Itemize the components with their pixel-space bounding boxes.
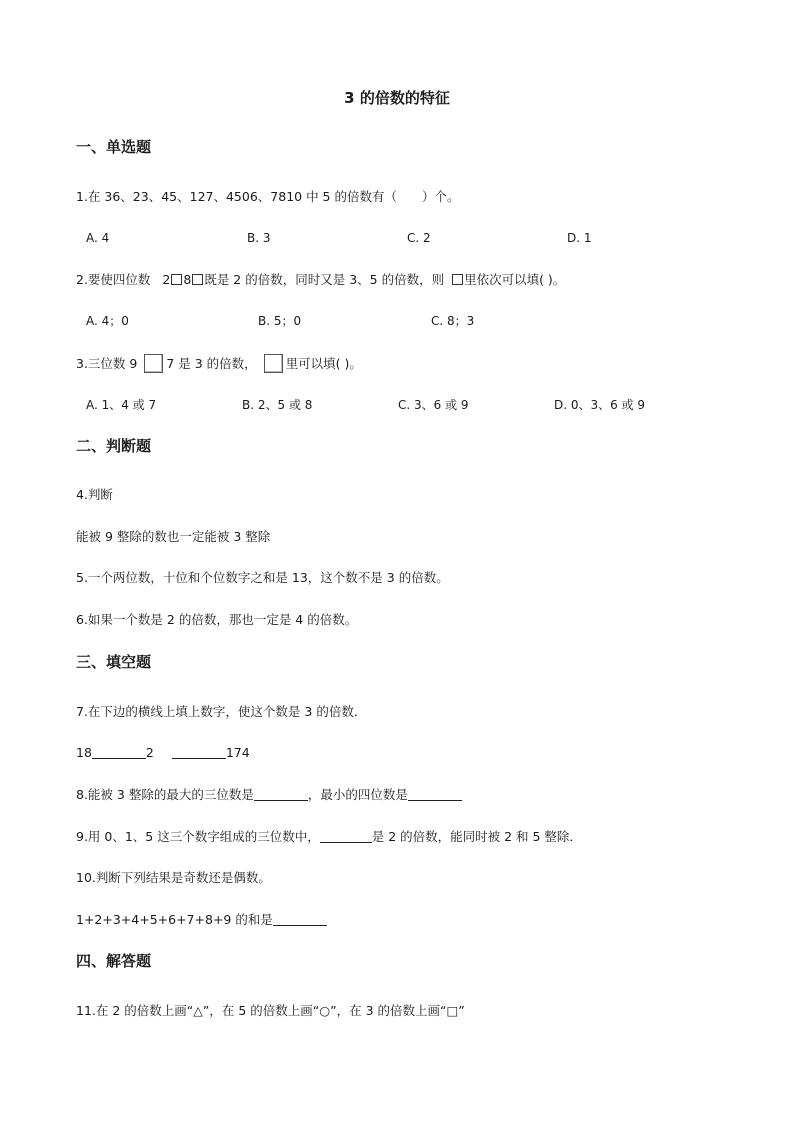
q3-option-c[interactable]: C. 3、6 或 9 [398,398,469,412]
q10-expr: 1+2+3+4+5+6+7+8+9 的和是 [76,912,273,927]
q9-prefix: 9.用 0、1、5 这三个数字组成的三位数中， [76,829,320,844]
question-4-text: 4.判断 [76,487,113,502]
question-10-expression [76,911,327,929]
q10-blank[interactable] [273,912,327,926]
q2-blank-box-ref [452,274,463,285]
q7-a-suffix: 2 [145,745,154,760]
q7-a-prefix: 18 [76,745,92,760]
q3-middle: 7 是 3 的倍数， [166,356,257,371]
question-6-text: 6.如果一个数是 2 的倍数，那也一定是 4 的倍数。 [76,612,358,627]
q3-prefix: 3.三位数 9 [76,356,138,371]
question-3-text [76,354,362,373]
q2-middle: 既是 2 的倍数，同时又是 3、5 的倍数，则 [204,272,445,287]
question-9-text [76,828,582,846]
question-8-text [76,786,462,804]
question-7-blanks [76,744,250,762]
q8-part1: 8.能被 3 整除的最大的三位数是 [76,787,254,802]
q8-part2: ，最小的四位数是 [307,787,408,802]
q3-option-d[interactable]: D. 0、3、6 或 9 [554,398,646,412]
question-2-text [76,271,565,289]
q1-option-a[interactable]: A. 4 [86,231,110,245]
q9-blank[interactable] [320,829,372,843]
q3-option-b[interactable]: B. 2、5 或 8 [242,398,313,412]
page-title: 3 的倍数的特征 [344,89,450,107]
question-4-statement: 能被 9 整除的数也一定能被 3 整除 [76,529,271,544]
q1-option-d[interactable]: D. 1 [567,231,592,245]
q1-option-c[interactable]: C. 2 [407,231,431,245]
q7-blank-a[interactable] [92,745,146,759]
q2-prefix: 2.要使四位数 [76,272,151,287]
question-7-text: 7.在下边的横线上填上数字，使这个数是 3 的倍数． [76,704,367,719]
section-heading-fill-blank: 三、填空题 [76,653,152,671]
question-1-text: 1.在 36、23、45、127、4506、7810 中 5 的倍数有（ ）个。 [76,189,460,204]
question-10-text: 10.判断下列结果是奇数还是偶数。 [76,870,271,885]
q2-number-digit-a: 2 [162,272,171,287]
q7-blank-b[interactable] [172,745,226,759]
q2-option-c[interactable]: C. 8；3 [431,314,475,328]
q2-suffix: 里依次可以填( )。 [464,272,566,287]
q9-suffix: 是 2 的倍数，能同时被 2 和 5 整除． [371,829,582,844]
q8-blank-1[interactable] [254,787,308,801]
q2-blank-box-2 [192,274,203,285]
question-11-text: 11.在 2 的倍数上画“△”，在 5 的倍数上画“○”，在 3 的倍数上画“□” [76,1003,465,1018]
q8-blank-2[interactable] [408,787,462,801]
q7-b-suffix: 174 [225,745,250,760]
q3-suffix: 里可以填( )。 [285,356,362,371]
q3-blank-box-ref [264,354,283,373]
q2-blank-box-1 [171,274,182,285]
question-5-text: 5.一个两位数，十位和个位数字之和是 13，这个数不是 3 的倍数。 [76,570,449,585]
q3-blank-box [144,354,163,373]
q2-option-a[interactable]: A. 4；0 [86,314,129,328]
q2-number-digit-b: 8 [183,272,192,287]
q2-option-b[interactable]: B. 5；0 [258,314,302,328]
section-heading-single-choice: 一、单选题 [76,138,152,156]
q1-option-b[interactable]: B. 3 [247,231,271,245]
section-heading-solve: 四、解答题 [76,952,152,970]
q3-option-a[interactable]: A. 1、4 或 7 [86,398,157,412]
section-heading-true-false: 二、判断题 [76,437,152,455]
